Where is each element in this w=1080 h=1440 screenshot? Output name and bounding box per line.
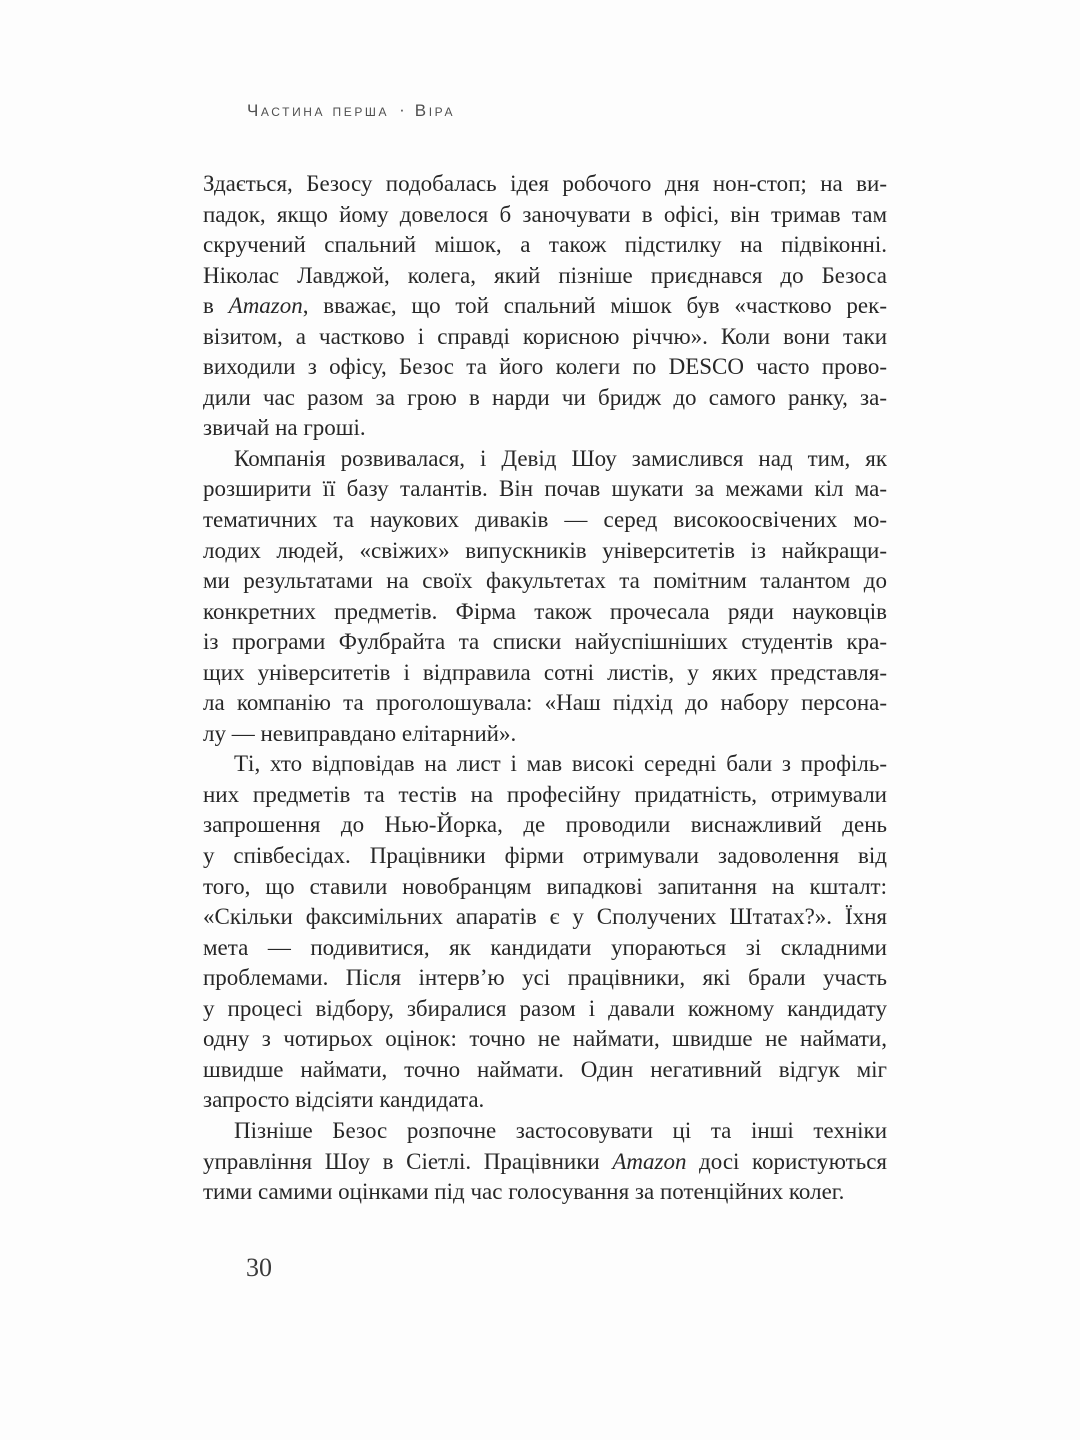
text-line	[203, 841, 887, 872]
text-line	[203, 536, 887, 567]
text-line	[203, 719, 887, 750]
italic-text-segment: Amazon	[612, 1148, 687, 1174]
text-segment: досі користуються	[686, 1148, 887, 1174]
text-line	[203, 169, 887, 200]
paragraph	[203, 169, 887, 444]
page-number: 30	[246, 1253, 272, 1282]
text-line	[203, 688, 887, 719]
text-segment: щих університетів і відправила сотні листів, у яких представля-	[203, 659, 887, 685]
text-segment: із програми Фулбрайта та списки найуспішніших студентів кра-	[203, 629, 887, 655]
text-segment: Ніколас Лавджой, колега, який пізніше приєднався до Безоса	[203, 262, 887, 288]
text-segment: тими самими оцінками під час голосування за потенційних колег.	[203, 1179, 845, 1205]
text-segment: розширити її базу талантів. Він почав шукати за межами кіл ма-	[203, 476, 887, 502]
text-segment: у процесі відбору, збиралися разом і давали кожному кандидату	[203, 995, 887, 1021]
text-line	[203, 474, 887, 505]
text-line	[203, 322, 887, 353]
text-line	[203, 1055, 887, 1086]
text-segment: запросто відсіяти кандидата.	[203, 1087, 485, 1113]
text-line	[203, 872, 887, 903]
text-segment: , вважає, що той спальний мішок був «частково рек-	[302, 293, 887, 319]
text-line	[203, 291, 887, 322]
text-segment: в	[203, 293, 229, 319]
text-segment: тематичних та наукових диваків — серед високоосвічених мо-	[203, 507, 887, 533]
text-segment: Компанія розвивалася, і Девід Шоу замислився над тим, як	[234, 445, 887, 471]
text-line	[203, 352, 887, 383]
text-block	[203, 169, 887, 1208]
paragraph	[203, 1116, 887, 1208]
text-segment: Ті, хто відповідав на лист і мав високі середні бали з профіль-	[234, 751, 887, 777]
text-line	[203, 413, 887, 444]
text-line	[203, 1085, 887, 1116]
text-segment: управління Шоу в Сіетлі. Працівники	[203, 1148, 613, 1174]
text-segment: «Скільки факсимільних апаратів є у Сполучених Штатах?». Їхня	[203, 904, 887, 930]
text-line	[203, 780, 887, 811]
text-segment: падок, якщо йому довелося б заночувати в офісі, він тримав там	[203, 201, 887, 227]
text-line	[203, 994, 887, 1025]
text-line	[203, 230, 887, 261]
text-segment: мета — подивитися, як кандидати упораються зі складними	[203, 934, 887, 960]
text-segment: того, що ставили новобранцям випадкові запитання на кшталт:	[203, 873, 887, 899]
text-segment: одну з чотирьох оцінок: точно не наймати, швидше не наймати,	[203, 1026, 887, 1052]
text-line	[203, 505, 887, 536]
text-segment: у співбесідах. Працівники фірми отримували задоволення від	[203, 843, 887, 869]
text-segment: лодих людей, «свіжих» випускників університетів із найкращи-	[203, 537, 887, 563]
text-segment: проблемами. Після інтерв’ю усі працівники, які брали участь	[203, 965, 887, 991]
text-line	[203, 902, 887, 933]
running-header-chapter: Віра	[414, 101, 456, 120]
text-segment: конкретних предметів. Фірма також прочесала ряди науковців	[203, 598, 887, 624]
running-header	[247, 101, 455, 121]
text-segment: ми результатами на своїх факультетах та помітним талантом до	[203, 568, 887, 594]
running-header-separator: ·	[399, 100, 405, 119]
text-segment: візитом, а частково і справді корисною річчю». Коли вони таки	[203, 323, 887, 349]
text-line	[203, 200, 887, 231]
text-line	[203, 933, 887, 964]
text-line	[203, 749, 887, 780]
text-segment: звичай на гроші.	[203, 415, 366, 441]
text-line	[203, 566, 887, 597]
text-segment: виходили з офісу, Безос та його колеги по DESCO часто прово-	[203, 354, 887, 380]
text-line	[203, 383, 887, 414]
text-segment: Здається, Безосу подобалась ідея робочого дня нон-стоп; на ви-	[203, 171, 887, 196]
text-line	[203, 444, 887, 475]
running-header-part: Частина перша	[247, 101, 390, 120]
text-segment: них предметів та тестів на професійну придатність, отримували	[203, 781, 887, 807]
text-segment: ла компанію та проголошувала: «Наш підхід до набору персона-	[203, 690, 887, 716]
text-segment: лу — невиправдано елітарний».	[203, 720, 517, 746]
italic-text-segment: Amazon	[228, 293, 303, 319]
text-line	[203, 658, 887, 689]
text-line	[203, 627, 887, 658]
text-line	[203, 1147, 887, 1178]
text-line	[203, 810, 887, 841]
text-line	[203, 1024, 887, 1055]
text-line	[203, 597, 887, 628]
text-segment: швидше наймати, точно наймати. Один негативний відгук міг	[203, 1056, 887, 1082]
text-segment: скручений спальний мішок, а також підстилку на підвіконні.	[203, 232, 887, 258]
paragraph	[203, 749, 887, 1116]
text-segment: дили час разом за грою в нарди чи бридж до самого ранку, за-	[203, 384, 887, 410]
text-segment: Пізніше Безос розпочне застосовувати ці та інші техніки	[234, 1117, 887, 1143]
text-line	[203, 963, 887, 994]
paragraph	[203, 444, 887, 749]
text-line	[203, 1177, 887, 1208]
text-line	[203, 261, 887, 292]
text-line	[203, 1116, 887, 1147]
text-segment: запрошення до Нью-Йорка, де проводили виснажливий день	[203, 812, 887, 838]
